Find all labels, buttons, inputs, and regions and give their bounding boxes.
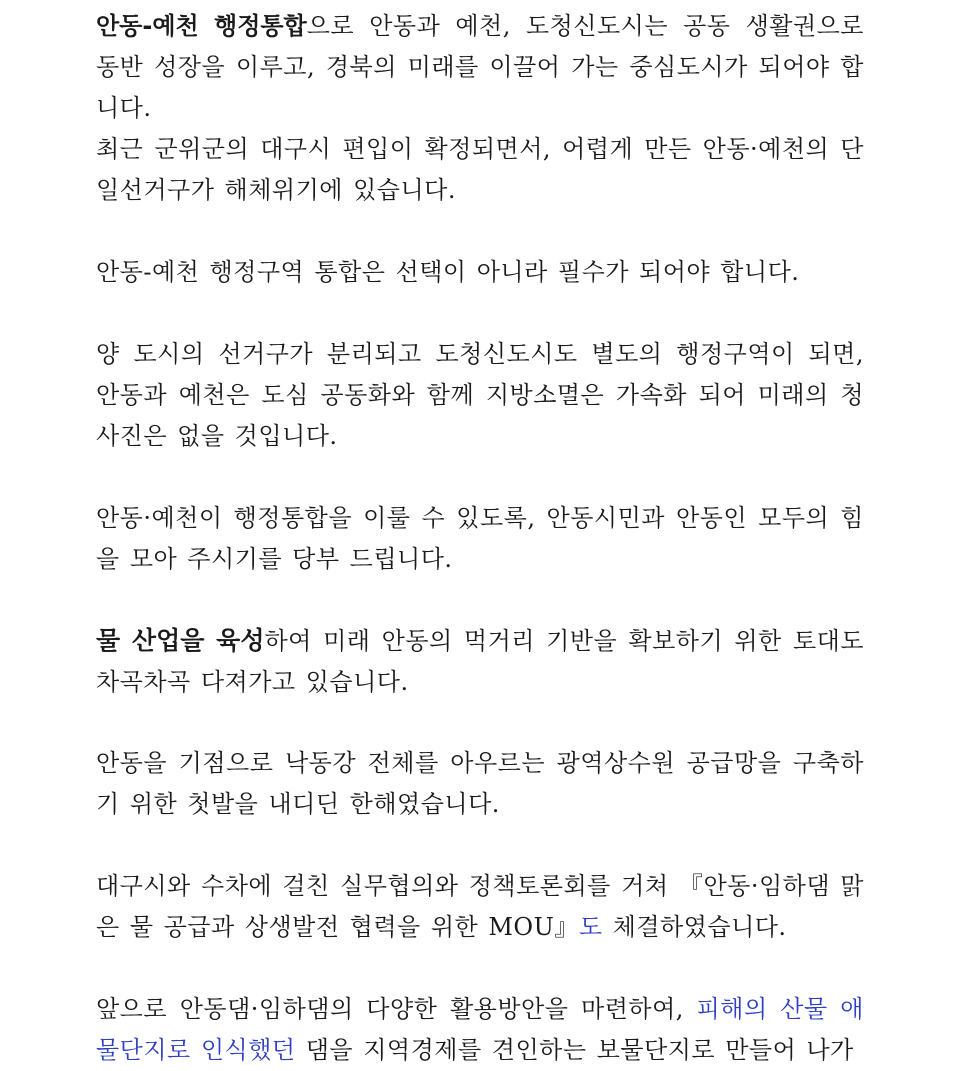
paragraph-text: 대구시와 수차에 걸친 실무협의와 정책토론회를 거쳐 『안동·임하댐 맑은 물 공급과 상생발전 협력을 위한 MOU』 xyxy=(96,872,864,941)
paragraph-single-district xyxy=(96,129,864,211)
paragraph-request-support xyxy=(96,498,864,580)
paragraph-text: 안동·예천이 행정통합을 이룰 수 있도록, 안동시민과 안동인 모두의 힘을 모아 주시기를 당부 드립니다. xyxy=(96,504,864,573)
paragraph-district-separation xyxy=(96,334,864,457)
paragraph-text-tail: 댐을 지역경제를 견인하는 보물단지로 만들어 나가 xyxy=(295,1036,854,1064)
paragraph-text-tail: 체결하였습니다. xyxy=(602,913,787,941)
paragraph-text: 앞으로 안동댐·임하댐의 다양한 활용방안을 마련하여, xyxy=(96,995,697,1023)
paragraph-water-industry xyxy=(96,620,864,703)
paragraph-text: 안동-예천 행정구역 통합은 선택이 아니라 필수가 되어야 합니다. xyxy=(96,258,800,286)
paragraph-admin-integration xyxy=(96,6,864,129)
paragraph-text: 으로 안동과 예천, 도청신도시는 공동 생활권으로 동반 성장을 이루고, 경북의 미래를 이끌어 가는 중심도시가 되어야 합니다. xyxy=(96,12,864,122)
paragraph-integration-necessity xyxy=(96,252,864,293)
highlighted-text: 피해의 산물 애물단지로 인식했던 xyxy=(96,995,864,1064)
bold-phrase: 물 산업을 육성 xyxy=(96,626,265,655)
paragraph-text: 양 도시의 선거구가 분리되고 도청신도시도 별도의 행정구역이 되면, 안동과 예천은 도심 공동화와 함께 지방소멸은 가속화 되어 미래의 청사진은 없을 것입니다. xyxy=(96,340,864,450)
highlighted-text: 도 xyxy=(578,913,603,941)
paragraph-text: 하여 미래 안동의 먹거리 기반을 확보하기 위한 토대도 차곡차곡 다져가고 있습니다. xyxy=(96,627,865,696)
paragraph-text: 안동을 기점으로 낙동강 전체를 아우르는 광역상수원 공급망을 구축하기 위한 첫발을 내디딘 한해였습니다. xyxy=(96,749,864,818)
paragraph-dam-utilization xyxy=(96,989,864,1071)
paragraph-mou xyxy=(96,866,864,948)
paragraph-text: 최근 군위군의 대구시 편입이 확정되면서, 어렵게 만든 안동·예천의 단일선거구가 해체위기에 있습니다. xyxy=(96,135,864,204)
bold-phrase: 안동-예천 행정통합 xyxy=(96,12,307,40)
paragraph-water-supply-network xyxy=(96,743,864,825)
